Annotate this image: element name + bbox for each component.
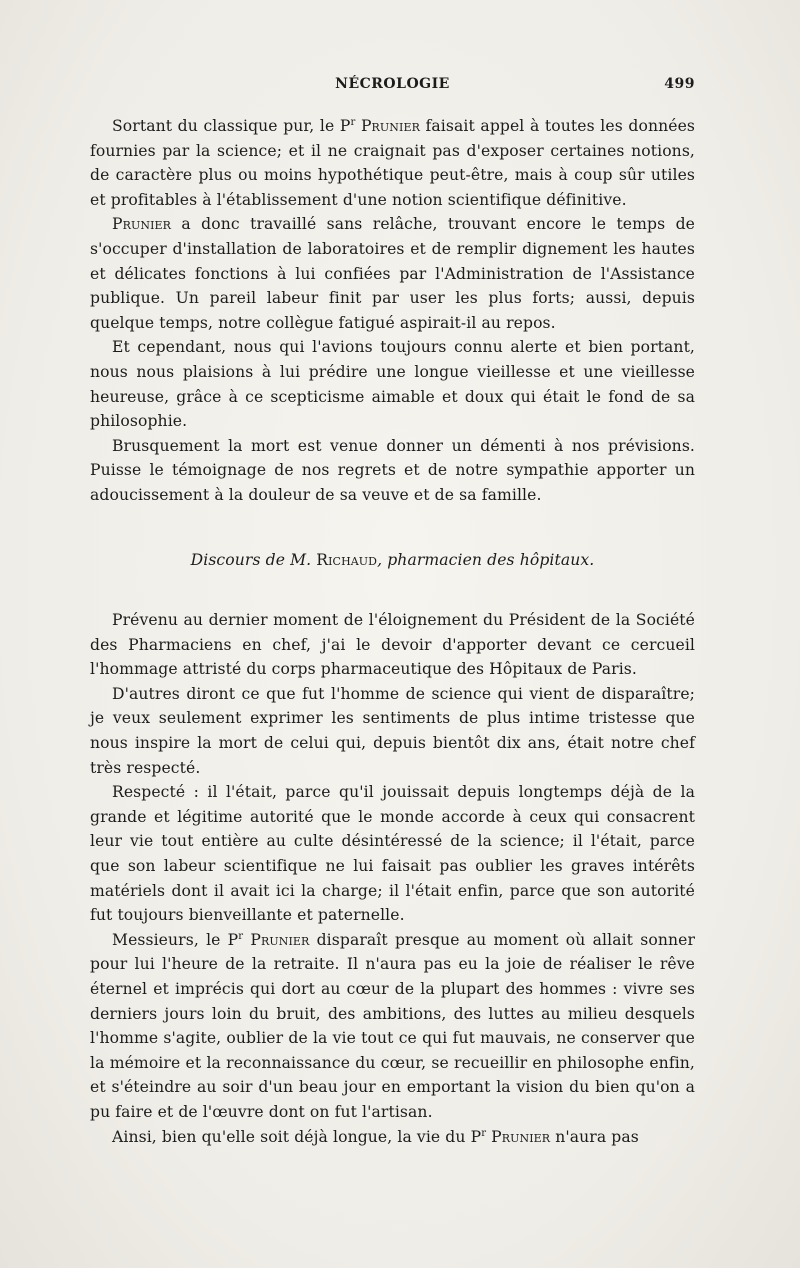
running-header xyxy=(90,76,695,100)
person-name: Prunier xyxy=(491,1127,551,1146)
paragraph: D'autres diront ce que fut l'homme de science qui vient de disparaître; je veux seulement exprimer les sentiments de plus intime tristesse que nous inspire la mort de celui qui, depuis bientôt dix ans, était notre chef très respecté. xyxy=(90,684,695,777)
person-name: Prunier xyxy=(250,930,310,949)
paragraph: Prévenu au dernier moment de l'éloignement du Président de la Société des Pharmaciens en chef, j'ai le devoir d'apporter devant ce cercueil l'hommage attristé du corps pharmaceutique des Hôpitaux de Paris. xyxy=(90,611,695,679)
person-name: Prunier xyxy=(360,117,420,135)
paragraph: Prunier a donc travaillé sans relâche, trouvant encore le temps de s'occuper d'installation de laboratoires et de remplir dignement les hautes et délicates fonctions à lui confiées par l'Administration de l'Assistance publique. Un pareil labeur finit par user les plus forts; aussi, depuis quelque temps, notre collègue fatigué aspirait-il au repos. xyxy=(90,215,695,332)
paragraph: Ainsi, bien qu'elle soit déjà longue, la vie du $P^r$ Prunier n'aura pas xyxy=(112,1127,639,1146)
paragraph: Et cependant, nous qui l'avions toujours connu alerte et bien portant, nous nous plaisions à lui prédire une longue vieillesse et une vieillesse heureuse, grâce à ce scepticisme aimable et doux qui était le fond de sa philosophie. xyxy=(90,338,695,431)
paragraph: Sortant du classique pur, le $P^r$ Prunier faisait appel à toutes les données fournies par la science; et il ne craignait pas d'exposer certaines notions, de caractère plus ou moins hypothétique peut-être, mais à coup sûr utiles et profitables à l'établissement d'une notion scientifique définitive. xyxy=(90,116,695,209)
paragraph: Respecté : il l'était, parce qu'il jouissait depuis longtemps déjà de la grande et légitime autorité que le monde accorde à ceux qui consacrent leur vie tout entière au culte désintéressé de la science; il l'était, parce que son labeur scientifique ne lui faisait pas oublier les graves intérêts matériels dont il avait ici la charge; il l'était enfin, parce que son autorité fut toujours bienveillante et paternelle. xyxy=(90,783,695,925)
paragraph: Brusquement la mort est venue donner un démenti à nos prévisions. Puisse le témoignage de nos regrets et de notre sympathie apporter un adoucissement à la douleur de sa veuve et de sa famille. xyxy=(90,436,695,504)
header-title: NÉCROLOGIE xyxy=(335,76,450,92)
person-name: Prunier xyxy=(112,215,172,234)
section-heading: Discours de M. Richaud, pharmacien des hôpitaux. xyxy=(190,550,595,569)
page-number: 499 xyxy=(664,76,695,92)
paragraph: Messieurs, le $P^r$ Prunier disparaît presque au moment où allait sonner pour lui l'heure de la retraite. Il n'aura pas eu la joie de réaliser le rêve éternel et imprécis qui dort au cœur de la plupart des hommes : vivre ses derniers jours loin du bruit, des ambitions, des luttes au milieu desquels l'homme s'agite, oublier de la vie tout ce qui fut mauvais, ne conserver que la mémoire et la reconnaissance du cœur, se recueillir en philosophe enfin, et s'éteindre au soir d'un beau jour en emportant la vision du bien qu'on a pu faire et de l'œuvre dont on fut l'artisan. xyxy=(90,930,695,1121)
body-text xyxy=(90,114,695,1149)
speaker-name: Richaud xyxy=(316,550,378,569)
